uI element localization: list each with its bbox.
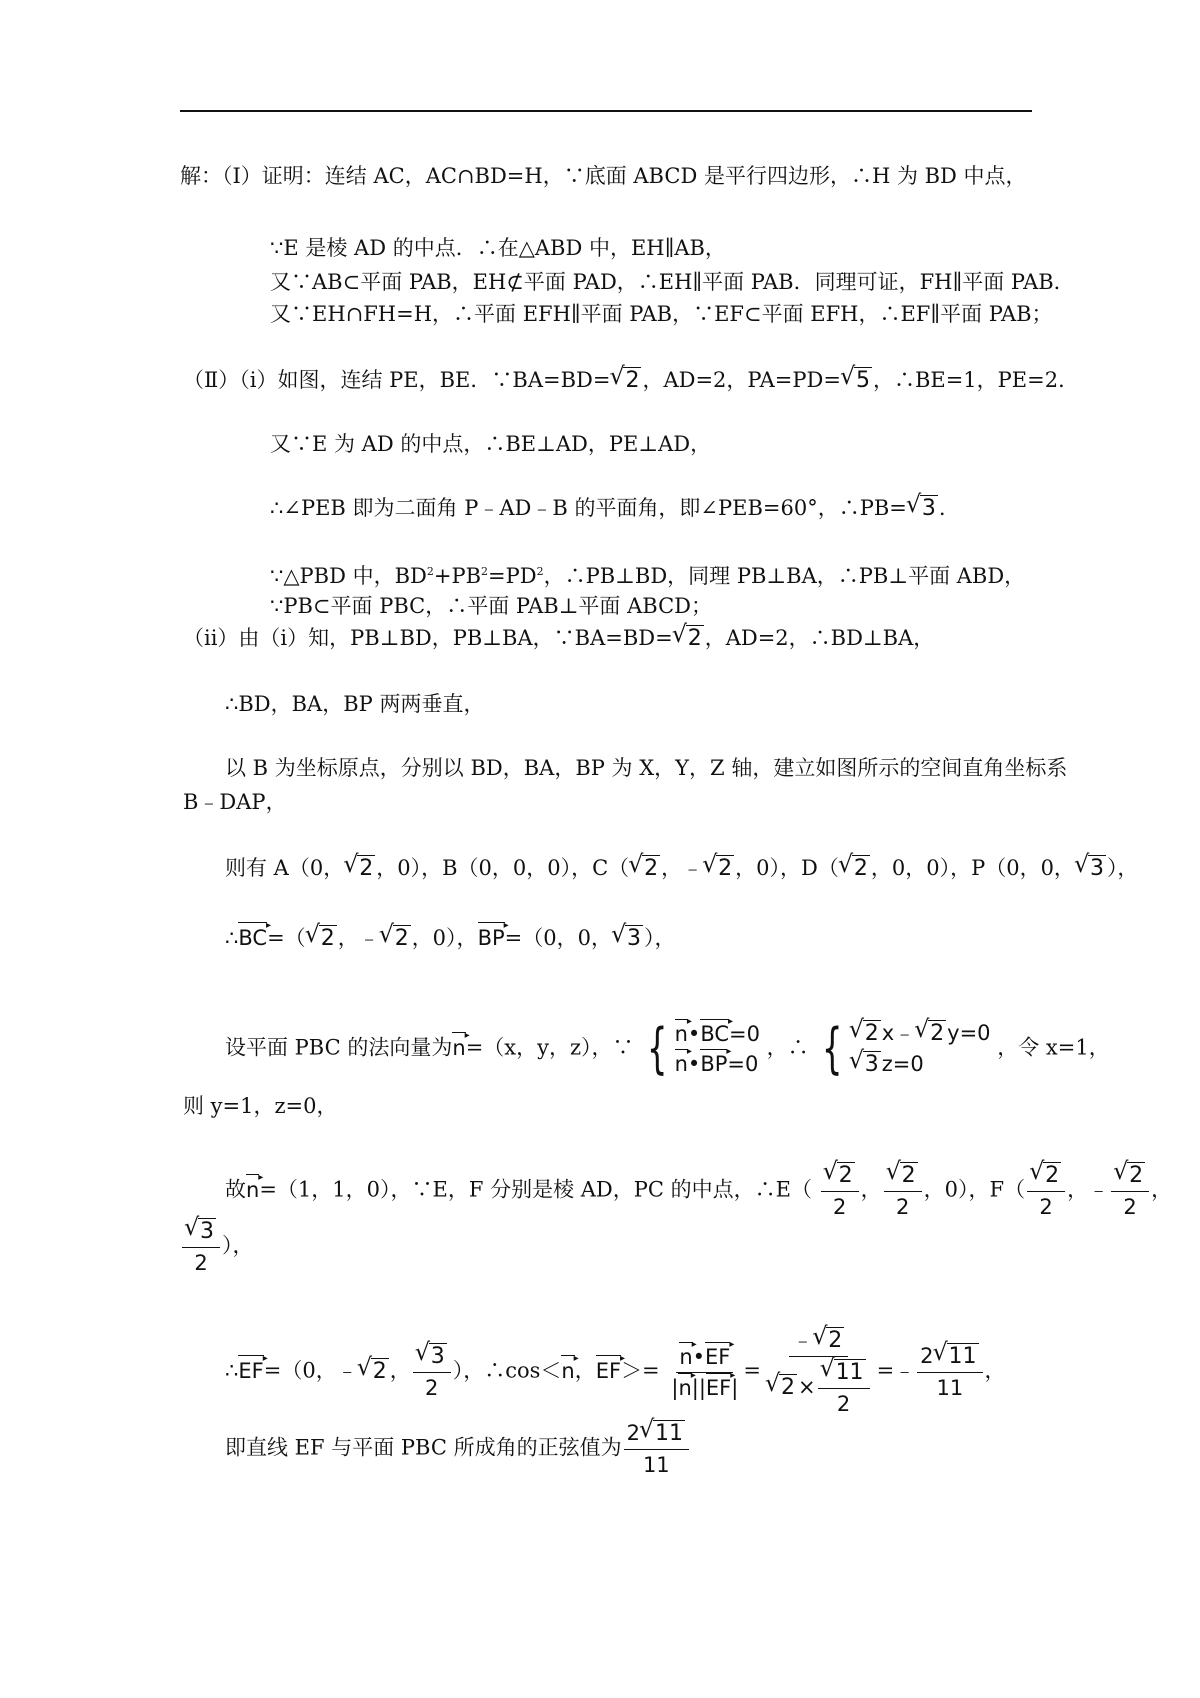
solution-line-15: ∴▸ BC=（√ 2 ，﹣√ 2 ，0），▸ BP=（0，0，√ 3 ）， — [225, 922, 675, 955]
solution-line-20: ∴▸ EF=（0，﹣√ 2 ， √ $\frac{3}{2}$ ），∴cos＜▸ n，▸ EF＞= ▸ $\frac{n•▸ EF}{|▸ n||▸ EF|}$ = ﹣√ 2 √ 2 × √ $\frac{11}{2}$ =﹣ $\frac{2√ 11}{11}$ ， — [225, 1325, 1006, 1419]
header-rule — [180, 110, 1032, 112]
normal-system-2: { √ 2 x﹣√ 2 y=0 √ 3 z=0 — [815, 1018, 990, 1080]
solution-line-10: （ii）由（i）知，PB⊥BD，PB⊥BA，∵BA=BD=√ 2 ，AD=2，∴BD⊥BA， — [183, 622, 934, 655]
solution-line-19: √ $\frac{3}{2}$ ）， — [180, 1216, 254, 1278]
solution-line-9: ∵PB⊂平面 PBC，∴平面 PAB⊥平面 ABCD； — [270, 594, 713, 618]
normal-system-1: { ▸ n•▸ BC=0 ▸ n•▸ BP=0 — [640, 1019, 760, 1079]
solution-line-21: 即直线 EF 与平面 PBC 所成角的正弦值为 $\frac{2√ 11}{11}$ — [225, 1418, 691, 1480]
solution-line-11: ∴BD，BA，BP 两两垂直， — [225, 692, 485, 716]
solution-line-16: 设平面 PBC 的法向量为▸ n=（x，y，z），∵ { ▸ n•▸ BC=0 ▸ n•▸ BP=0 ，∴ { √ 2 x﹣√ 2 y=0 √ 3 z=0 ，令 x=1， — [225, 1018, 1110, 1080]
solution-line-5: （Ⅱ）（i）如图，连结 PE，BE．∵BA=BD=√ 2 ，AD=2，PA=PD=√ 5 ，∴BE=1，PE=2． — [183, 364, 1079, 397]
solution-line-2: ∵E 是棱 AD 的中点．∴在△ABD 中，EH∥AB， — [270, 236, 726, 260]
solution-line-8: ∵△PBD 中，$BD^2+PB^2=PD^2$，∴PB⊥BD，同理 PB⊥BA，∴PB⊥平面 ABD， — [270, 564, 1026, 588]
solution-line-6: 又∵E 为 AD 的中点，∴BE⊥AD，PE⊥AD， — [270, 432, 712, 456]
solution-line-7: ∴∠PEB 即为二面角 P﹣AD﹣B 的平面角，即∠PEB=60°，∴PB=√ 3 . — [270, 492, 946, 525]
solution-line-14: 则有 A（0，√ 2 ，0），B（0，0，0），C（√ 2 ，﹣√ 2 ，0），D（√ 2 ，0，0），P（0，0，√ 3 ）， — [225, 852, 1138, 885]
solution-line-13: B﹣DAP， — [183, 790, 287, 814]
solution-line-4: 又∵EH∩FH=H，∴平面 EFH∥平面 PAB，∵EF⊂平面 EFH，∴EF∥平面 PAB； — [270, 302, 1053, 326]
solution-line-1: 解：（Ⅰ）证明：连结 AC，AC∩BD=H，∵底面 ABCD 是平行四边形，∴H 为 BD 中点， — [180, 164, 1027, 188]
solution-line-18: 故▸ n=（1，1，0），∵E，F 分别是棱 AD，PC 的中点，∴E（ √ $\frac{2}{2}$ ， √ $\frac{2}{2}$ ，0），F（ √ $\frac{2}{2}$ ，﹣ √ $\frac{2}{2}$ ， — [225, 1160, 1172, 1222]
solution-line-3: 又∵AB⊂平面 PAB，EH⊄平面 PAD，∴EH∥平面 PAB．同理可证，FH∥平面 PAB． — [270, 270, 1075, 294]
solution-line-12: 以 B 为坐标原点，分别以 BD，BA，BP 为 X，Y，Z 轴，建立如图所示的空间直角坐标系 — [225, 756, 1068, 780]
solution-line-17: 则 y=1，z=0， — [183, 1094, 338, 1118]
